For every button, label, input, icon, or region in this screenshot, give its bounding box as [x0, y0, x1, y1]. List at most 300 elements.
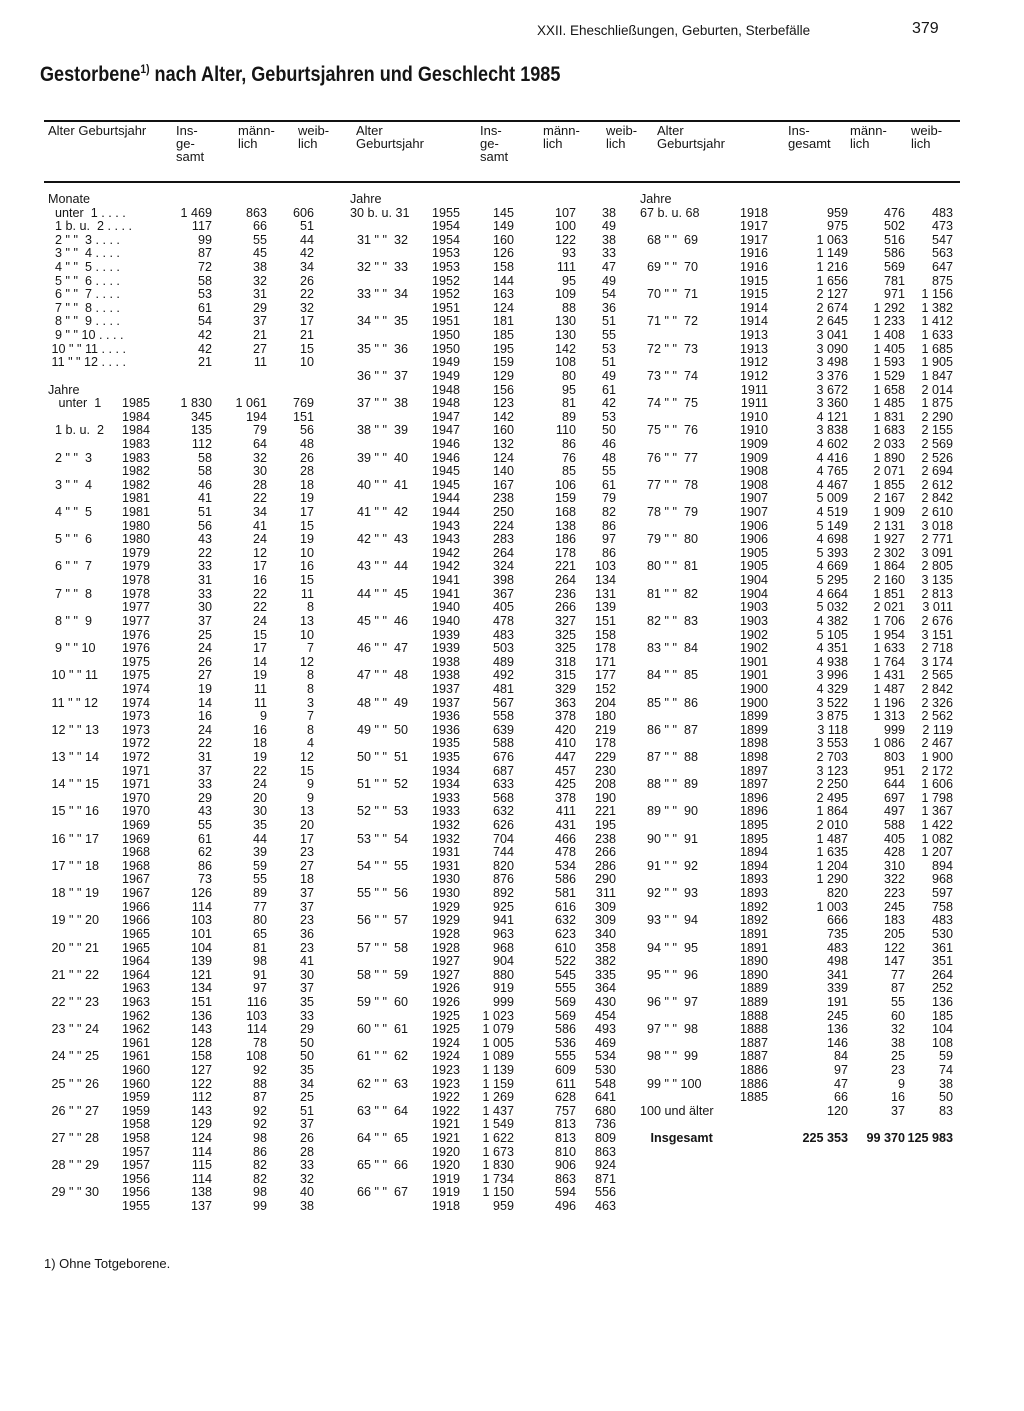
female-cell: 38 — [938, 1076, 953, 1091]
male-cell: 98 — [252, 954, 267, 969]
table-row — [350, 1118, 622, 1132]
age-label: 71 " " 72 — [640, 314, 698, 329]
table-row — [48, 819, 318, 833]
table-row — [350, 343, 622, 357]
birth-year-cell: 1981 — [121, 491, 150, 506]
female-cell: 382 — [594, 954, 616, 969]
female-cell: 12 — [299, 654, 314, 669]
total-cell: 42 — [197, 328, 212, 343]
total-cell: 114 — [191, 899, 212, 914]
age-label: 98 " " 99 — [640, 1049, 698, 1064]
birth-year-cell: 1919 — [431, 1171, 460, 1186]
male-cell: 971 — [883, 287, 905, 302]
birth-year-cell: 1949 — [431, 368, 460, 383]
female-cell: 21 — [299, 328, 314, 343]
male-cell: 245 — [883, 899, 905, 914]
table-row — [350, 452, 622, 466]
total-cell: 30 — [197, 600, 212, 615]
male-cell: 1 909 — [873, 505, 905, 520]
male-cell: 32 — [890, 1022, 905, 1037]
total-cell: 42 — [197, 341, 212, 356]
male-cell: 1 086 — [873, 736, 905, 751]
birth-year-cell: 1936 — [431, 709, 460, 724]
female-cell: 11 — [300, 586, 314, 601]
male-cell: 810 — [554, 1144, 576, 1159]
table-row — [350, 601, 622, 615]
total-cell: 676 — [492, 749, 514, 764]
table-row — [48, 574, 318, 588]
birth-year-cell: 1979 — [121, 559, 150, 574]
total-cell: 26 — [197, 654, 212, 669]
age-label: 75 " " 76 — [640, 423, 698, 438]
male-cell: 329 — [554, 681, 576, 696]
age-label: 57 " " 58 — [350, 940, 408, 955]
age-label: 7 " " 8 — [48, 586, 92, 601]
birth-year-cell: 1959 — [121, 1090, 150, 1105]
total-cell: 156 — [492, 382, 514, 397]
birth-year-cell: 1915 — [739, 273, 768, 288]
total-cell: 820 — [492, 858, 514, 873]
total-cell: 4 416 — [816, 450, 848, 465]
table-row — [640, 1076, 953, 1092]
table-row — [48, 588, 318, 602]
total-cell: 46 — [197, 477, 212, 492]
total-cell: 626 — [492, 818, 514, 833]
age-label: 93 " " 94 — [640, 913, 698, 928]
age-label: 72 " " 73 — [640, 341, 698, 356]
header-maennlich-3: männ- lich — [850, 123, 887, 151]
section-label: Jahre — [640, 192, 672, 206]
male-cell: 410 — [554, 736, 576, 751]
male-cell: 55 — [252, 872, 267, 887]
female-cell: 33 — [299, 1008, 314, 1023]
total-cell: 163 — [492, 287, 514, 302]
female-cell: 42 — [601, 396, 616, 411]
male-cell: 100 — [554, 219, 576, 234]
male-cell: 609 — [554, 1063, 576, 1077]
age-label: 61 " " 62 — [350, 1049, 408, 1064]
age-label: 73 " " 74 — [640, 368, 698, 383]
age-label: 29 " " 30 — [48, 1185, 99, 1200]
table-row — [640, 981, 953, 996]
male-cell: 425 — [554, 777, 576, 792]
birth-year-cell: 1891 — [739, 940, 768, 955]
age-label: 77 " " 78 — [640, 477, 698, 492]
age-label: 69 " " 70 — [640, 260, 698, 275]
total-cell: 43 — [197, 804, 212, 819]
male-cell: 2 071 — [873, 464, 905, 479]
table-row — [640, 818, 953, 833]
table-row — [350, 642, 622, 656]
total-cell: 124 — [492, 300, 514, 315]
birth-year-cell: 1921 — [431, 1117, 460, 1132]
table-row — [350, 302, 622, 316]
total-cell: 744 — [492, 845, 514, 860]
birth-year-cell: 1922 — [431, 1090, 460, 1105]
female-cell: 809 — [594, 1131, 616, 1146]
table-row — [640, 573, 953, 588]
birth-year-cell: 1974 — [121, 681, 150, 696]
birth-year-cell: 1942 — [431, 559, 460, 574]
male-cell: 628 — [554, 1090, 576, 1105]
male-cell: 536 — [554, 1035, 576, 1050]
table-row — [640, 790, 953, 806]
birth-year-cell: 1911 — [740, 396, 768, 411]
total-cell: 58 — [197, 464, 212, 479]
male-cell: 111 — [556, 260, 576, 275]
birth-year-cell: 1920 — [431, 1158, 460, 1173]
total-cell: 47 — [833, 1076, 848, 1091]
male-cell: 107 — [554, 205, 576, 220]
table-row — [640, 1118, 950, 1132]
age-label: 48 " " 49 — [350, 695, 408, 710]
female-cell: 230 — [594, 763, 616, 778]
birth-year-cell: 1897 — [739, 777, 768, 792]
age-label: 34 " " 35 — [350, 314, 408, 329]
male-cell: 569 — [883, 260, 905, 275]
age-label: 68 " " 69 — [640, 232, 698, 247]
male-cell: 1 683 — [873, 423, 905, 438]
age-label: 88 " " 89 — [640, 777, 698, 792]
age-label: 54 " " 55 — [350, 858, 408, 873]
male-cell: 951 — [883, 763, 905, 778]
male-cell: 22 — [252, 600, 267, 615]
birth-year-cell: 1956 — [121, 1171, 150, 1186]
birth-year-cell: 1984 — [121, 423, 150, 438]
birth-year-cell: 1942 — [431, 545, 460, 560]
female-cell: 86 — [601, 518, 616, 533]
birth-year-cell: 1907 — [739, 505, 768, 520]
male-cell: 186 — [554, 532, 576, 547]
female-cell: 28 — [299, 1144, 314, 1159]
male-cell: 318 — [554, 654, 576, 669]
age-label: 89 " " 90 — [640, 804, 698, 819]
female-cell: 219 — [594, 722, 616, 737]
table-row — [48, 506, 318, 520]
birth-year-cell: 1890 — [739, 954, 768, 969]
female-cell: 49 — [601, 273, 616, 288]
table-row — [350, 792, 622, 806]
total-cell: 159 — [492, 355, 514, 370]
table-row — [350, 438, 622, 452]
birth-year-cell: 1956 — [121, 1185, 150, 1200]
female-cell: 38 — [299, 1199, 314, 1214]
female-cell: 55 — [601, 464, 616, 479]
table-row — [48, 642, 318, 656]
total-cell: 137 — [190, 1199, 212, 1214]
female-cell: 358 — [594, 940, 616, 955]
birth-year-cell: 1978 — [121, 586, 150, 601]
table-row — [640, 954, 953, 969]
birth-year-cell: 1901 — [739, 668, 768, 683]
female-cell: 177 — [594, 668, 616, 683]
age-label: 1 b. u. 2 — [48, 423, 105, 438]
female-cell: 103 — [594, 559, 616, 574]
male-cell: 122 — [554, 232, 576, 247]
female-cell: 924 — [594, 1158, 616, 1173]
male-cell: 194 — [245, 409, 267, 424]
table-row — [350, 1146, 622, 1160]
female-cell: 97 — [601, 532, 616, 547]
total-cell: 160 — [492, 232, 514, 247]
total-cell: 632 — [492, 804, 514, 819]
female-cell: 13 — [299, 804, 314, 819]
total-cell: 820 — [826, 886, 848, 901]
age-label: 81 " " 82 — [640, 586, 698, 601]
table-row — [350, 710, 622, 724]
total-cell: 21 — [197, 355, 212, 370]
table-row — [350, 737, 622, 751]
age-label: 2 " " 3 — [48, 450, 92, 465]
male-cell: 168 — [554, 505, 576, 520]
birth-year-cell: 1975 — [121, 654, 150, 669]
female-cell: 33 — [299, 1158, 314, 1173]
table-row — [350, 411, 622, 425]
female-cell: 48 — [299, 436, 314, 451]
total-cell: 4 765 — [816, 464, 848, 479]
female-cell: 2 676 — [921, 613, 953, 628]
male-cell: 122 — [883, 940, 905, 955]
section-label: Jahre — [350, 192, 382, 206]
female-cell: 51 — [601, 314, 616, 329]
table-row — [350, 574, 622, 588]
total-cell: 121 — [190, 967, 212, 982]
total-cell: 1 005 — [482, 1035, 514, 1050]
age-label: 38 " " 39 — [350, 423, 408, 438]
female-cell: 2 718 — [921, 641, 953, 656]
age-label: 60 " " 61 — [350, 1022, 408, 1037]
female-cell: 35 — [299, 1063, 314, 1077]
female-cell: 180 — [594, 709, 616, 724]
total-cell: 1 150 — [482, 1185, 514, 1200]
table-row — [350, 669, 622, 683]
male-cell: 581 — [554, 886, 576, 901]
male-cell: 35 — [252, 818, 267, 833]
table-row — [350, 1105, 622, 1119]
total-cell: 136 — [826, 1022, 848, 1037]
birth-year-cell: 1980 — [121, 532, 150, 547]
male-cell: 586 — [554, 872, 576, 887]
age-label: 8 " " 9 — [48, 613, 92, 628]
total-cell: 25 — [197, 627, 212, 642]
birth-year-cell: 1936 — [431, 722, 460, 737]
header-maennlich-1: männ- lich — [238, 123, 275, 151]
male-cell: 98 — [252, 1131, 267, 1146]
total-cell: 941 — [492, 913, 514, 928]
table-row — [350, 656, 622, 670]
male-cell: 1 633 — [873, 641, 905, 656]
female-cell: 28 — [299, 464, 314, 479]
table-row — [640, 328, 953, 343]
birth-year-cell: 1967 — [121, 886, 150, 901]
total-cell: 146 — [826, 1035, 848, 1050]
total-cell: 4 351 — [816, 641, 848, 656]
birth-year-cell: 1912 — [739, 355, 768, 370]
age-label: 74 " " 75 — [640, 396, 698, 411]
birth-year-cell: 1983 — [121, 436, 150, 451]
age-label: 90 " " 91 — [640, 831, 698, 846]
total-cell: 904 — [492, 954, 514, 969]
age-label: 4 " " 5 — [48, 505, 92, 520]
table-row — [640, 967, 953, 983]
male-cell: 2 160 — [873, 573, 905, 588]
birth-year-cell: 1981 — [121, 505, 150, 520]
age-label: 14 " " 15 — [48, 777, 99, 792]
total-cell: 114 — [191, 1171, 212, 1186]
table-row — [48, 315, 318, 329]
birth-year-cell: 1914 — [739, 314, 768, 329]
table-row — [350, 887, 622, 901]
female-cell: 49 — [601, 219, 616, 234]
table-row — [48, 261, 318, 275]
total-cell: 1 437 — [482, 1103, 514, 1118]
female-cell: 46 — [601, 436, 616, 451]
total-cell: 250 — [492, 505, 514, 520]
female-cell: 27 — [299, 858, 314, 873]
age-label: 99 " " 100 — [640, 1076, 702, 1091]
female-cell: 79 — [601, 491, 616, 506]
birth-year-cell: 1908 — [739, 477, 768, 492]
total-cell: 158 — [492, 260, 514, 275]
male-cell: 16 — [252, 722, 267, 737]
total-cell: 87 — [197, 246, 212, 261]
age-label: 9 " " 10 — [48, 641, 96, 656]
female-cell: 2 467 — [921, 736, 953, 751]
total-cell: 14 — [197, 695, 212, 710]
male-cell: 109 — [554, 287, 576, 302]
male-cell: 1 593 — [873, 355, 905, 370]
table-row — [350, 1091, 622, 1105]
table-row — [48, 220, 318, 234]
total-cell: 142 — [492, 409, 514, 424]
total-cell: 5 295 — [816, 573, 848, 588]
total-cell: 3 041 — [816, 328, 848, 343]
birth-year-cell: 1954 — [431, 219, 460, 234]
male-cell: 88 — [252, 1076, 267, 1091]
age-label: 3 " " 4 . . . . — [48, 246, 120, 261]
total-cell: 4 664 — [816, 586, 848, 601]
age-label: 83 " " 84 — [640, 641, 698, 656]
birth-year-cell: 1895 — [739, 831, 768, 846]
total-cell: 2 127 — [816, 287, 848, 302]
total-cell: 558 — [492, 709, 514, 724]
header-insgesamt-1: Ins- ge- samt — [176, 123, 205, 164]
birth-year-cell: 1958 — [121, 1131, 150, 1146]
age-label: 17 " " 18 — [48, 858, 99, 873]
female-cell: 15 — [299, 518, 314, 533]
total-cell: 498 — [826, 954, 848, 969]
table-row — [640, 627, 953, 643]
female-cell: 185 — [931, 1008, 953, 1023]
female-cell: 18 — [299, 477, 314, 492]
female-cell: 863 — [594, 1144, 616, 1159]
table-row — [640, 219, 953, 234]
total-cell: 3 123 — [816, 763, 848, 778]
birth-year-cell: 1925 — [431, 1008, 460, 1023]
birth-year-cell: 1887 — [739, 1049, 768, 1064]
female-cell: 547 — [931, 232, 953, 247]
birth-year-cell: 1970 — [121, 790, 150, 805]
male-cell: 86 — [561, 436, 576, 451]
male-cell: 17 — [252, 641, 267, 656]
birth-year-cell: 1896 — [739, 790, 768, 805]
male-cell: 757 — [554, 1103, 576, 1118]
age-label: 44 " " 45 — [350, 586, 408, 601]
male-cell: 1 408 — [873, 328, 905, 343]
male-cell: 77 — [890, 967, 905, 982]
birth-year-cell: 1906 — [739, 532, 768, 547]
male-cell: 14 — [252, 654, 267, 669]
birth-year-cell: 1983 — [121, 450, 150, 465]
female-cell: 134 — [594, 573, 616, 588]
total-cell: 1 003 — [816, 899, 848, 914]
total-cell: 224 — [492, 518, 514, 533]
total-cell: 3 360 — [816, 396, 848, 411]
total-cell: 4 329 — [816, 681, 848, 696]
male-cell: 813 — [554, 1117, 576, 1132]
age-label: 23 " " 24 — [48, 1022, 99, 1037]
age-label: 10 " " 11 — [48, 668, 99, 683]
age-label: 9 " " 10 . . . . — [48, 328, 124, 343]
total-cell: 1 063 — [816, 232, 848, 247]
total-cell: 959 — [492, 1199, 514, 1214]
female-cell: 606 — [292, 205, 314, 220]
birth-year-cell: 1931 — [431, 845, 460, 860]
total-cell: 1 159 — [482, 1076, 514, 1091]
table-row — [640, 763, 953, 779]
total-cell: 1 830 — [482, 1158, 514, 1173]
male-cell: 431 — [554, 818, 576, 833]
total-cell: 115 — [191, 1158, 212, 1173]
birth-year-cell: 1967 — [121, 872, 150, 887]
female-cell: 1 382 — [921, 300, 953, 315]
female-cell: 23 — [299, 913, 314, 928]
birth-year-cell: 1925 — [431, 1022, 460, 1037]
birth-year-cell: 1920 — [431, 1144, 460, 1159]
birth-year-cell: 1926 — [431, 981, 460, 996]
female-cell: 1 422 — [921, 818, 953, 833]
birth-year-cell: 1953 — [431, 246, 460, 261]
male-cell: 1 405 — [873, 341, 905, 356]
birth-year-cell: 1964 — [121, 967, 150, 982]
male-cell: 697 — [883, 790, 905, 805]
title-text-rest: nach Alter, Geburtsjahren und Geschlecht 1985 — [149, 63, 561, 86]
total-cell: 968 — [492, 940, 514, 955]
table-row — [640, 464, 953, 479]
female-cell: 136 — [931, 994, 953, 1009]
header-weiblich-1: weib- lich — [298, 123, 330, 151]
age-label: 5 " " 6 — [48, 532, 92, 547]
birth-year-cell: 1914 — [739, 300, 768, 315]
total-cell: 145 — [492, 205, 514, 220]
birth-year-cell: 1977 — [121, 600, 150, 615]
male-cell: 87 — [252, 1090, 267, 1105]
male-cell: 60 — [890, 1008, 905, 1023]
birth-year-cell: 1934 — [431, 763, 460, 778]
male-cell: 1 431 — [873, 668, 905, 683]
birth-year-cell: 1903 — [739, 613, 768, 628]
birth-year-cell: 1976 — [121, 627, 150, 642]
male-cell: 44 — [252, 831, 267, 846]
birth-year-cell: 1977 — [121, 613, 150, 628]
total-cell: 1 734 — [482, 1171, 514, 1186]
male-cell: 22 — [252, 586, 267, 601]
table-row — [350, 288, 622, 302]
male-cell: 12 — [252, 545, 267, 560]
table-row — [640, 491, 953, 506]
female-cell: 769 — [292, 396, 314, 411]
birth-year-cell: 1892 — [739, 899, 768, 914]
